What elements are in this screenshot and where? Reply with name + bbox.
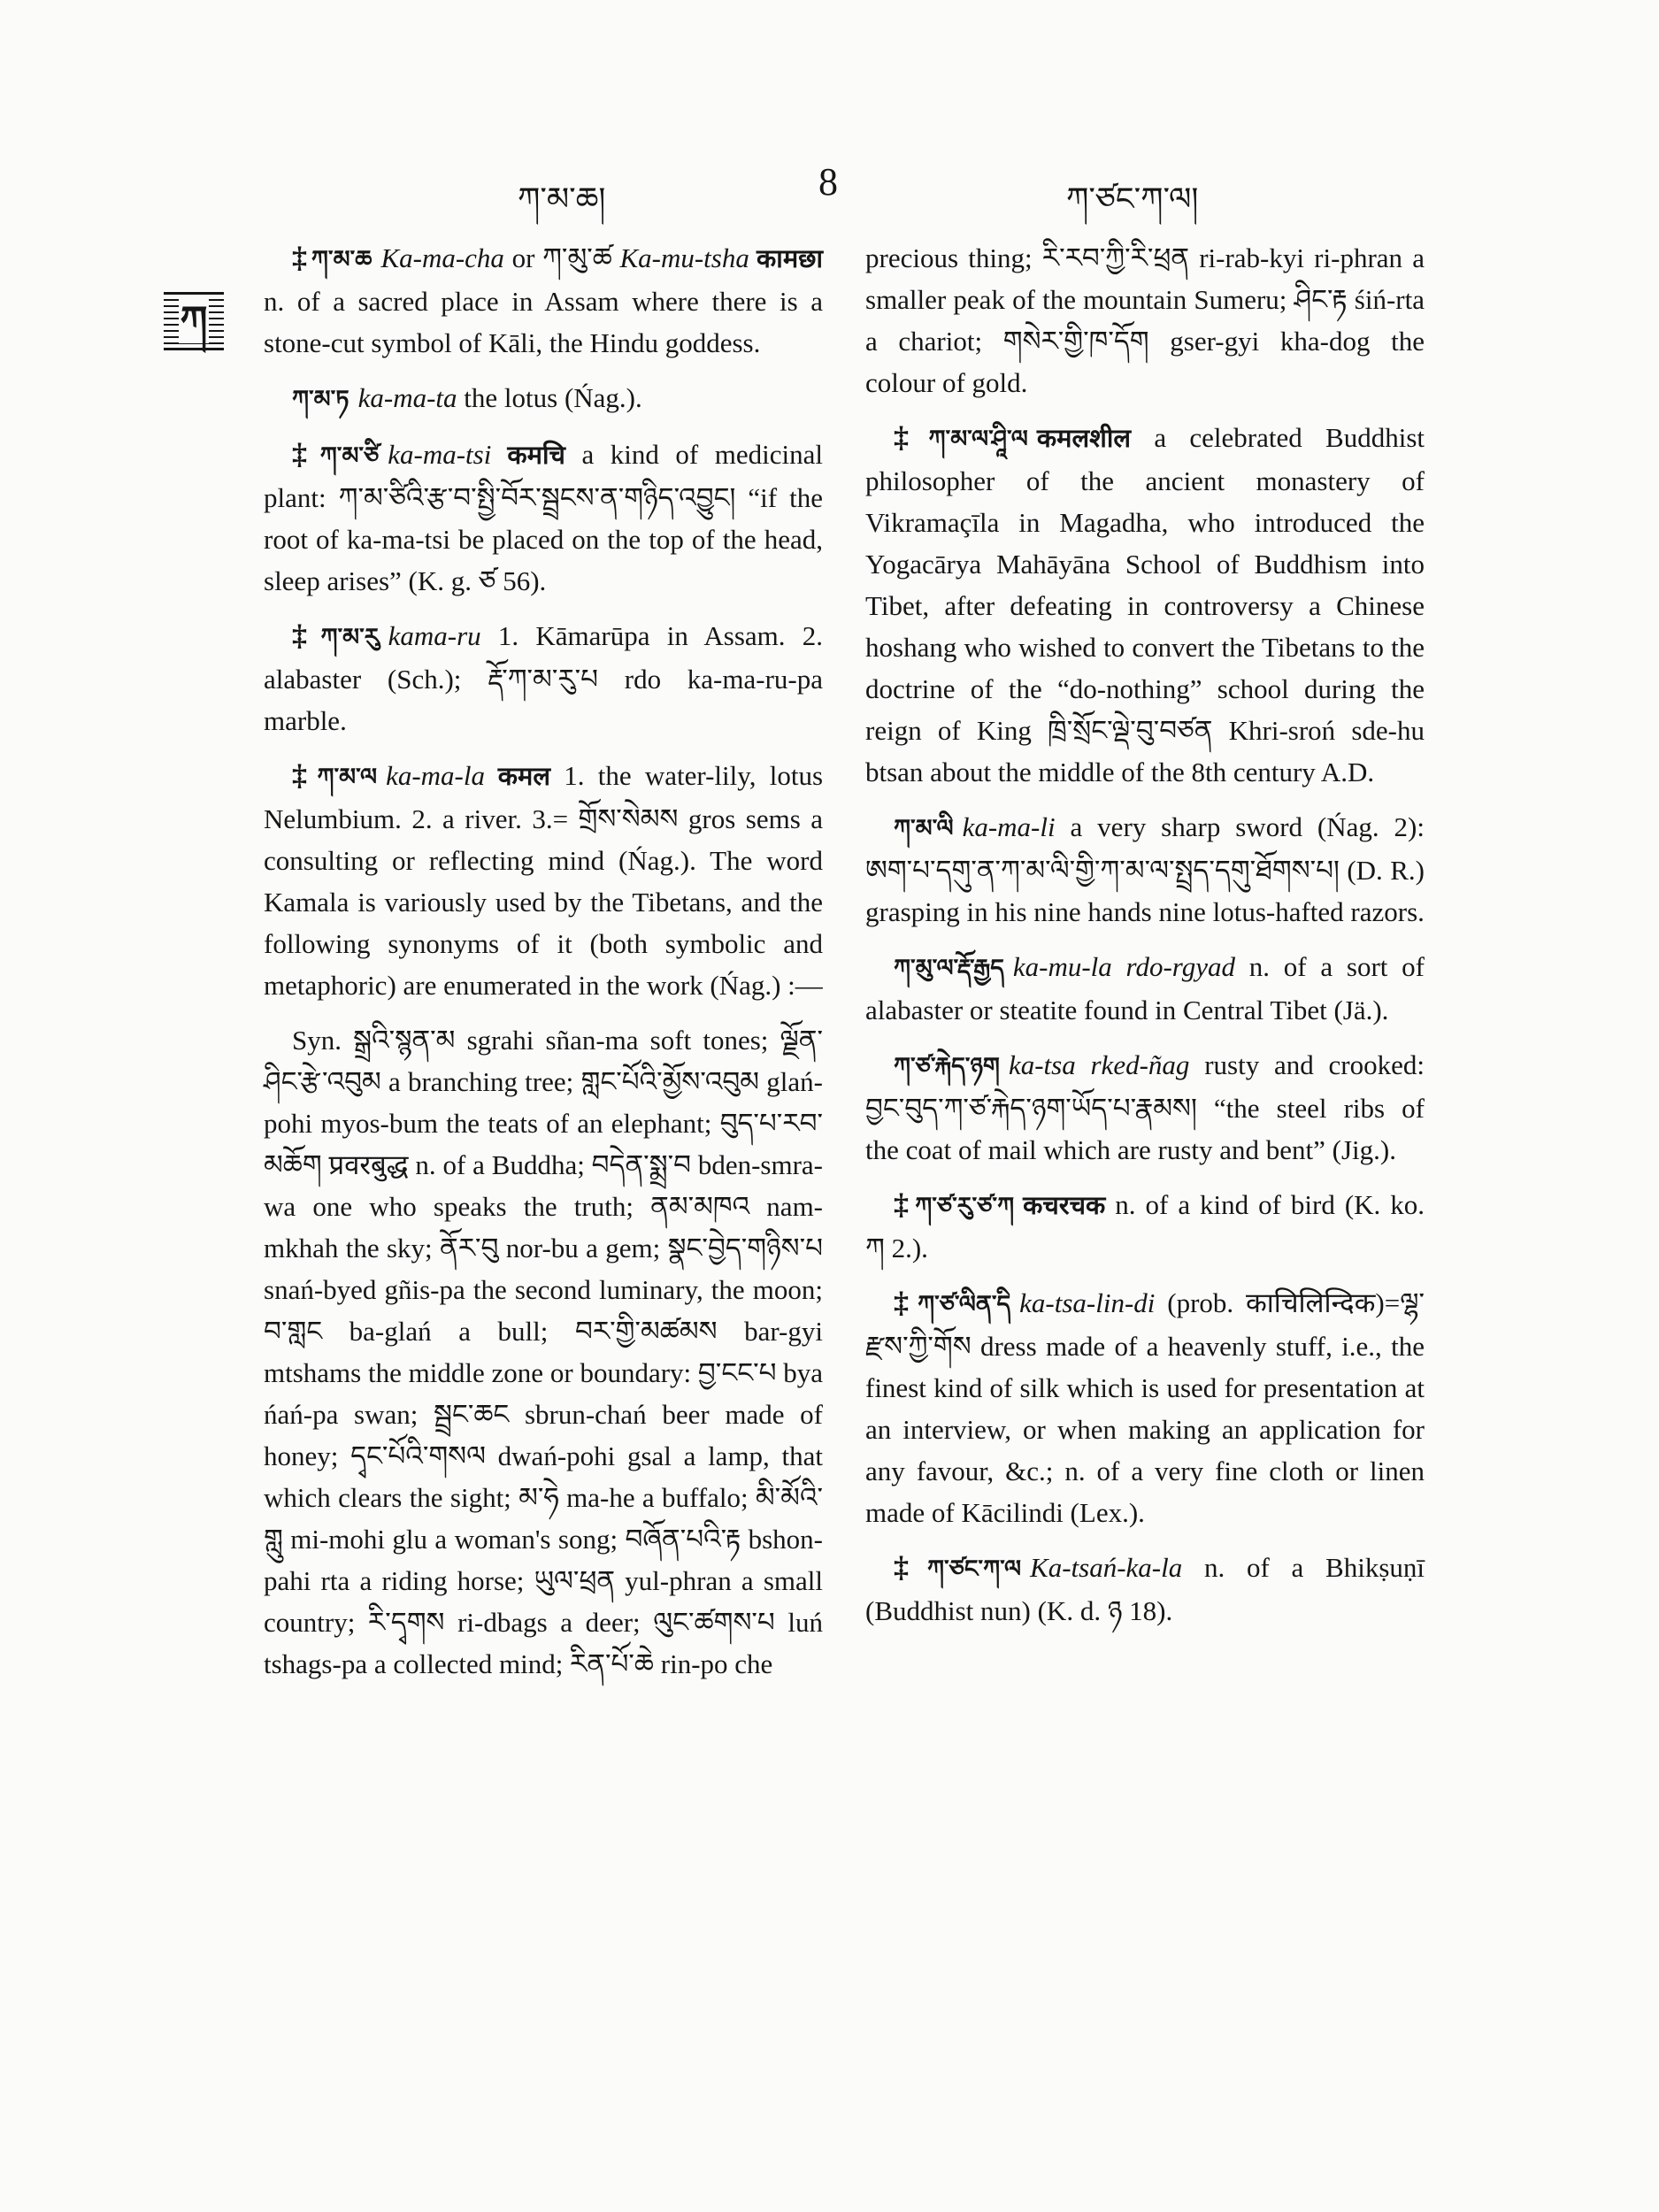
entry-ka-ma-ta xyxy=(264,377,823,420)
transliteration: Ka-tsań-ka-la xyxy=(1030,1552,1183,1583)
synonyms-paragraph xyxy=(264,1019,823,1685)
definition: rusty and crooked: བྱང་བུད་ཀ་ཙ་རྐེད་ཉག་ཡོད་པ་རྣམས། “the steel ribs of the coat of mail which are rusty and bent” (Jig.). xyxy=(865,1049,1425,1165)
definition: a kind of medicinal plant: ཀ་མ་ཙིའི་རྩ་བ་སྤྱི་བོར་སྦྲངས་ན་གཉིད་འབྱུང། “if the root of ka-ma-tsi be placed on the top of the head, sleep arises” (K. g. ཙ 56). xyxy=(264,439,823,596)
transliteration: kama-ru xyxy=(388,620,481,651)
transliteration: ka-ma-li xyxy=(962,811,1056,842)
dagger-mark: ‡ xyxy=(292,438,317,471)
dagger-mark: ‡ xyxy=(894,421,926,454)
headword: ཀ་མ་ཆ xyxy=(311,246,373,273)
definition: precious thing; རི་རབ་ཀྱི་རི་ཕྲན ri-rab-kyi ri-phran a smaller peak of the mountain Sumeru; ཤིང་རྟ śiń-rta a chariot; གསེར་གྱི་ཁ་དོག gser-gyi kha-dog the colour of gold. xyxy=(865,242,1425,398)
dagger-mark: ‡ xyxy=(292,242,308,274)
sanskrit-equivalent: कमल xyxy=(484,763,550,791)
transliteration: ka-tsa rked-ñag xyxy=(1008,1049,1190,1080)
definition: the lotus (Ńag.). xyxy=(457,382,642,413)
entry-ka-ma-cha xyxy=(264,237,823,364)
headword: ཀ་མ་ལ་ཤཱི་ལ xyxy=(928,426,1028,452)
entry-ka-tsa-lin-di xyxy=(865,1282,1425,1533)
definition: 1. Kāmarūpa in Assam. 2. alabaster (Sch.); རྡོ་ཀ་མ་རུ་པ rdo ka-ma-ru-pa marble. xyxy=(264,620,824,736)
dagger-mark: ‡ xyxy=(292,759,314,792)
headword: ཀ་མ་ལི xyxy=(894,815,954,841)
definition: n. of a Bhikṣuṇī (Buddhist nun) (K. d. ཉ 18). xyxy=(865,1552,1425,1626)
headword: ཀ་མ་ལ xyxy=(317,764,378,790)
transliteration: ka-ma-ta xyxy=(357,382,457,413)
header-right-headword: ཀ་ཙང་ཀ་ལ། xyxy=(1066,181,1199,217)
headword: ཀ་ཙ་རུ་ཙ་ཀ xyxy=(915,1193,1015,1219)
transliteration-variant: Ka-mu-tsha xyxy=(619,242,749,273)
headword: ཀ་མ་ཙི xyxy=(319,442,380,469)
transliteration: ka-mu-la rdo-rgyad xyxy=(1012,951,1235,982)
entry-kama-ru xyxy=(264,615,823,741)
definition: n. of a sacred place in Assam where there is a stone-cut symbol of Kāli, the Hindu goddess. xyxy=(264,286,823,358)
headword: ཀ་མུ་ལ་རྡོ་རྒྱད xyxy=(894,955,1004,981)
running-header xyxy=(0,159,1659,217)
left-column xyxy=(264,237,823,1698)
synonyms-continued xyxy=(865,237,1425,403)
dagger-mark: ‡ xyxy=(894,1551,924,1584)
entry-ka-ma-tsi xyxy=(264,434,823,602)
entry-ka-mu-la xyxy=(865,946,1425,1031)
page-number: 8 xyxy=(818,160,838,204)
headword: ཀ་མ་ཏ xyxy=(292,386,349,412)
dagger-mark: ‡ xyxy=(894,1286,915,1319)
sanskrit-equivalent: कचरचक xyxy=(1023,1192,1106,1220)
definition: a celebrated Buddhist philosopher of the ancient monastery of Vikramaçīla in Magadha, who introduced the Yogacārya Mahāyāna School of Buddhism into Tibet, after defeating in controversy a Chinese hoshang who wished to convert the Tibetans to the doctrine of the “do-nothing” school during the reign of King ཁྲི་སྲོང་ལྡེ་བུ་བཙན Khri-sroń sde-hu btsan about the middle of the 8th century A.D. xyxy=(865,422,1425,787)
definition: n. of a kind of bird (K. ko. ཀ 2.). xyxy=(865,1189,1425,1263)
headword: ཀ་ཙ་རྐེད་ཉག xyxy=(894,1053,1000,1079)
definition: 1. the water-lily, lotus Nelumbium. 2. a river. 3.= གྲོས་སེམས gros sems a consulting or reflecting mind (Ńag.). The word Kamala is variously used by the Tibetans, and the following synonyms of it (both symbolic and metaphoric) are enumerated in the work (Ńag.) :— xyxy=(264,760,824,1001)
transliteration: ka-ma-la xyxy=(386,760,485,791)
entry-ka-tsa-ru-tsa-ka xyxy=(865,1184,1425,1269)
right-column xyxy=(865,237,1425,1645)
transliteration: ka-tsa-lin-di xyxy=(1019,1287,1156,1318)
synonyms-text: Syn. སྒྲའི་སྙན་མ sgrahi sñan-ma soft tones; ལྗོན་ཤིང་རྩེ་འབུམ a branching tree; གླང་པོའི་མྱོས་འབུམ glań-pohi myos-bum the teats of an elephant; བུད་པ་རབ་མཆོག प्रवरबुद्ध n. of a Buddha; བདེན་སྨྲ་བ bden-smra-wa one who speaks the truth; ནམ་མཁའ nam-mkhah the sky; ནོར་བུ nor-bu a gem; སྣང་བྱེད་གཉིས་པ snań-byed gñis-pa the second luminary, the moon; བ་གླང ba-glań a bull; བར་གྱི་མཚམས bar-gyi mtshams the middle zone or boundary: བྱ་ངང་པ bya ńań-pa swan; སྦྲང་ཆང sbrun-chań beer made of honey; དྭང་པོའི་གསལ dwań-pohi gsal a lamp, that which clears the sight; མ་ཧེ ma-he a buffalo; མི་མོའི་གླུ mi-mohi glu a woman's song; བཞོན་པའི་རྟ bshon-pahi rta a riding horse; ཡུལ་ཕྲན yul-phran a small country; རི་དྭགས ri-dbags a deer; ལུང་ཚགས་པ luń tshags-pa a collected mind; རིན་པོ་ཆེ rin-po che xyxy=(264,1025,823,1679)
dagger-mark: ‡ xyxy=(292,619,318,652)
entry-ka-tsa-rked xyxy=(865,1044,1425,1171)
thumb-index-tab xyxy=(164,292,224,350)
entry-ka-ma-la xyxy=(264,755,823,1006)
sanskrit-equivalent: कामछा xyxy=(749,245,823,273)
headword: ཀ་ཙང་ཀ་ལ xyxy=(927,1555,1022,1582)
sanskrit-equivalent: कमलशील xyxy=(1036,425,1132,453)
header-left-headword: ཀ་མ་ཆ། xyxy=(518,181,606,217)
transliteration: Ka-ma-cha xyxy=(380,242,504,273)
entry-kamalashila xyxy=(865,417,1425,793)
entry-variant: or ཀ་མུ་ཚ xyxy=(503,242,620,273)
entry-ka-tsan-ka-la xyxy=(865,1547,1425,1632)
transliteration: ka-ma-tsi xyxy=(388,439,492,470)
thumb-index-letter: ཀ xyxy=(180,298,208,343)
entry-ka-ma-li xyxy=(865,806,1425,933)
definition: a very sharp sword (Ńag. 2): ཨག་པ་དགུ་ན་ཀ་མ་ལི་གྱི་ཀ་མ་ལ་སྤྲད་དགུ་ཐོགས་པ། (D. R.) grasping in his nine hands nine lotus-hafted razors. xyxy=(865,811,1425,927)
sanskrit-equivalent: कमचि xyxy=(491,442,565,470)
dagger-mark: ‡ xyxy=(894,1188,912,1221)
definition: (prob. काचिलिन्दिक)=ལྷ་རྫས་ཀྱི་གོས dress made of a heavenly stuff, i.e., the finest kind of silk which is used for presentation at an interview, or when making an application for any favour, &c.; n. of a very fine cloth or linen made of Kācilindi (Lex.). xyxy=(865,1287,1425,1528)
headword: ཀ་མ་རུ xyxy=(320,624,380,650)
definition: n. of a sort of alabaster or steatite found in Central Tibet (Jä.). xyxy=(865,951,1425,1025)
headword: ཀ་ཙ་ལིན་དི xyxy=(918,1291,1011,1317)
